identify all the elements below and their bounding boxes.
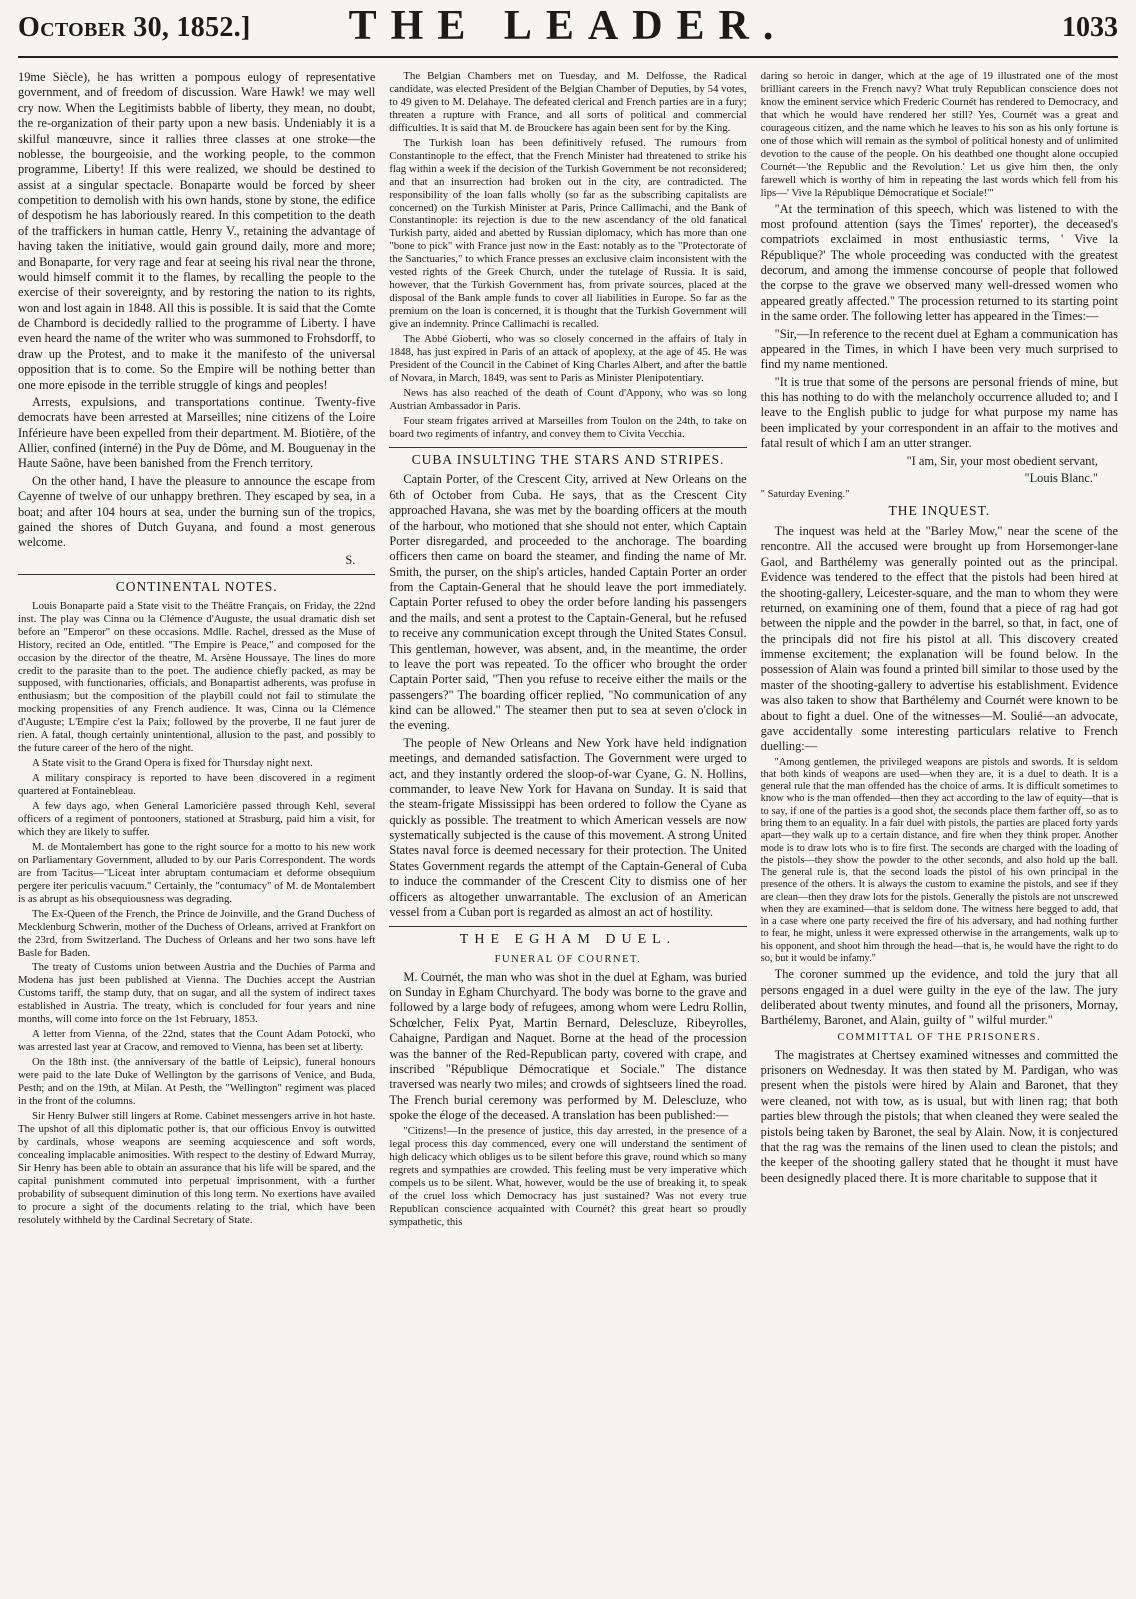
- coroner-summary: [761, 967, 1118, 1029]
- note-paragraph: A military conspiracy is reported to have been discovered in a regiment quartered at Fontainebleau.: [18, 772, 376, 798]
- letter-paragraph: "It is true that some of the persons are personal friends of mine, but this has nothing to do with the melancholy occurrence alluded to; and I leave to the English public to judge for what purpose my name has been implicated by your correspondent in an affair to the motives and fatal result of which I am an utter stranger.: [760, 374, 1118, 451]
- news-paragraph: News has also reached of the death of Count d'Appony, who was so long Austrian Ambassador in Paris.: [389, 386, 747, 412]
- committal-article: [761, 1048, 1118, 1186]
- note-paragraph: A State visit to the Grand Opera is fixed for Thursday night next.: [32, 757, 313, 770]
- article-paragraph: M. Cournét, the man who was shot in the duel at Egham, was buried on Sunday in Egham Churchyard. The body was borne to the grave and followed by a large body of refugees, among whom were Ledru Rollin, Schœlcher, Felix Pyat, Martin Bernard, Delescluze, Ribeyrolles, Cahaigne, Pardigan and Naquet. Borne at the head of the procession was the banner of the Red-Republican party, covered with crape, and inscribed "République Démocratique et Sociale." The distance traversed was nearly two miles; and crowds of sightseers lined the road. The French burial ceremony was performed by M. Delescluze, who spoke the éloge of the deceased. A translation has been published:—: [389, 969, 747, 1123]
- funeral-speech: [389, 1125, 746, 1229]
- page-number: 1033: [1062, 12, 1118, 43]
- section-divider: [389, 926, 746, 927]
- committal-heading: COMMITTAL OF THE PRISONERS.: [837, 1031, 1042, 1043]
- continental-notes-heading: CONTINENTAL NOTES.: [115, 579, 278, 594]
- article-paragraph: The coroner summed up the evidence, and told the jury that all persons engaged in a duel were guilty in the eye of the law. The jury deliberated about twenty minutes, and found all the prisoners, Mornay, Barthélemy, Baronet, and Alain, guilty of " wilful murder.": [760, 967, 1118, 1028]
- article-paragraph: 19me Siècle), he has written a pompous eulogy of representative government, and of freedom of discussion. Ware Hawk! we may well cry now. When the Legitimists babble of liberty, they mean, no doubt, the re-organization of their party upon a new basis. Undeniably it is a skilful manœuvre, since it rallies three classes at one stroke—the noblesse, the bourgeoisie, and the working people, to the common programme, Liberty! If this were realized, we should be destined to assist at a singular spectacle. Bonaparte would be forced by sheer competition to demolish with his own hands, stone by stone, the edifice of despotism he has laboriously reared. In this competition to the death of the traffickers in human cattle, Henry V., retaining the advantage of having taken the initiative, would gain ground daily, more and more; and Bonaparte, for very rage and fear at seeing his rival near the throne, would himself commit it to the flames, by recalling the people to the exercise of their sovereignty, and by restoring the nation to its rights, won and lost again in 1848. All this is possible. It is said that the Comte de Chambord is decidedly rallied to the programme of Liberty. I have even heard the name of the writer who was summoned to Frohsdorff, to draw up the Protest, and to make it the manifesto of the universal opposition that is to come. So the Empire will be nothing better than one more episode in the terrible struggle of kings and peoples!: [18, 70, 376, 392]
- note-paragraph: The Ex-Queen of the French, the Prince de Joinville, and the Grand Duchess of Mecklenburg Schwerin, mother of the Duchess of Orleans, arrived at Frankfort on the 23rd, from Switzerland. The Duchess of Orleans and her two sons have left Basle for Baden.: [18, 907, 376, 959]
- note-paragraph: M. de Montalembert has gone to the right source for a motto to his new work on Parliamentary Government, alluded to by our Paris Correspondent. The words are from Tacitus—"Liceat inter abruptam contumaciam et deforme obsequium pergere iter periculis vacuum." Certainly, the "contumacy" of M. de Montalembert is as abrupt as his obsequiousness was degrading.: [18, 840, 376, 905]
- letter-date: " Saturday Evening.": [760, 489, 850, 501]
- column-3: [761, 70, 1118, 1590]
- speech-paragraph: daring so heroic in danger, which at the age of 19 illustrated one of the most brilliant careers in the French navy? What truly Republican conscience does not know the eminent service which Frederic Cournét has rendered to Democracy, and that which he would have rendered her still? Yes, Cournét was a great and courageous citizen, and the name which he leaves to his son as his only fortune is one of those which will remain as the symbol of political honesty and of unlimited devotion to the cause of the people. On his deathbed one thought alone occupied Cournét—'the Republic and the Revolution.' Let us give him then, the only farewell which is worthy of him in repeating the last words which fell from his lips—' Vive la République Démocratique et Sociale!'": [760, 70, 1118, 199]
- note-paragraph: Sir Henry Bulwer still lingers at Rome. Cabinet messengers arrive in hot haste. The upshot of all this diplomatic pother is, that our officious Envoy is outwitted by cardinals, whose weapons are seeming acquiescence and soft words, concealing implacable animosities. With respect to the destiny of Edward Murray, Sir Henry has been able to obtain an assurance that his life will be spared, and the capital punishment commuted into perpetual imprisonment, with a further probability of subsequent diminution of this long term. No exertions have availed to procure a sight of the documents relating to the trial, which have been resolutely withheld by the Cardinal Secretary of State.: [18, 1109, 376, 1226]
- news-paragraph: Four steam frigates arrived at Marseilles from Toulon on the 24th, to take on board two regiments of infantry, and convey them to Civita Vecchia.: [389, 414, 747, 440]
- funeral-report: [761, 202, 1118, 502]
- inquest-heading: THE INQUEST.: [888, 503, 991, 519]
- column-1: [18, 70, 375, 1590]
- note-paragraph: The treaty of Customs union between Austria and the Duchies of Parma and Modena has just been published at Vienna. The Duchies accept the Austrian Customs tariff, the stamp duty, that on sugar, and all the system of indirect taxes established in Austria. The treaty, which is concluded for four years and nine months, will come into force on the 1st February, 1853.: [18, 961, 376, 1026]
- article-paragraph: The inquest was held at the "Barley Mow," near the scene of the rencontre. All the accused were brought up from Horsemonger-lane Gaol, and Barthélemy was generally pointed out as the principal. Evidence was tendered to the effect that the pistols had been hired at the shooting-gallery, Leicester-square, and the man to whom they were returned, on examining one of them, found that a piece of rag had got between the nipple and the powder in the barrel, so that, in fact, one of the principals did not fire his pistol at all. This discovery created immense excitement; the explanation will be found below. In the possession of Alain was found a printed bill similar to those used by the master of the shooting-gallery to advertise his establishment. Evidence was also taken to show that Barthélemy and Cournét were known to be about to fight a duel. One of the witnesses—M. Soulié—an advocate, gave accidentally some interesting particulars relative to French duelling:—: [760, 524, 1118, 754]
- foreign-news: [389, 70, 746, 441]
- article-paragraph: The people of New Orleans and New York have held indignation meetings, and demanded satisfaction. The Government were urged to act, and they instantly ordered the sloop-of-war Cyane, G. N. Hollins, commander, to leave New York for Havana on Sunday. It is said that the steam-frigate Mississippi has been ordered to follow the Cyane as quickly as possible. The treatment to which American vessels are now systematically subjected is the cause of this movement. A strong United States naval force is deemed necessary for their protection. The United States Government regards the attempt of the Captain-General of Cuba to induce the commander of the Crescent City to dismiss one of her officers as altogether unwarrantable. The exclusion of an American vessel from a Cuban port is regarded as almost an act of hostility.: [389, 735, 747, 919]
- article-paragraph: Arrests, expulsions, and transportations continue. Twenty-five democrats have been arrested at Marseilles; nine citizens of the Loire Inférieure have been expelled from their department. M. Biotière, of the Allier, confined (interné) in the Puy de Dôme, and M. Bouguenay in the Haute Saône, have been banished from the French territory.: [18, 394, 376, 471]
- speech-continued: [761, 70, 1118, 200]
- masthead: [18, 0, 1118, 58]
- note-paragraph: A few days ago, when General Lamoricière passed through Kehl, several officers of a regiment of pontooners, stationed at Strasburg, paid him a visit, for which they are likely to suffer.: [18, 800, 376, 838]
- inquest-article: [761, 524, 1118, 755]
- continental-notes: [18, 600, 375, 1227]
- speech-paragraph: "Citizens!—In the presence of justice, this day arrested, in the presence of a legal process this day commenced, every one will understand the sentiment of high delicacy which obliges us to be silent before this grave, round which so many regrets and sympathies are crowded. This feeling must be very imperative which compels us to be silent. What, however, would be the use of breaking it, to speak of the cruel loss which Democracy has just sustained? Was not every true Republican conscience acquainted with Cournét? this great heart so proudly sympathetic, this: [389, 1125, 747, 1229]
- paris-letter: [18, 70, 375, 568]
- correspondent-signature: S.: [345, 552, 356, 567]
- section-divider: [389, 447, 746, 448]
- news-paragraph: The Turkish loan has been definitively refused. The rumours from Constantinople to the effect, that the French Minister had threatened to strike his flag within a week if the decision of the Turkish Government be not reconsidered; and that an insurrection had broken out in the city, are contradicted. The responsibility of the loan falls wholly (so far as the subscribing capitalists are concerned) on the Turkish Minister at Paris, Prince Callimachi, and the Bank of Constantinople: its rejection is due to the new ascendancy of the old fanatical Turkish party, aided and abetted by Russian diplomacy, which has more than one "bone to pick" with France just now in the East: notably as to the "Protectorate of the Sanctuaries," to which France presses an exclusive claim inconsistent with the vested rights of the Greek Church, under the tutelage of Russia. It is said, however, that the Turkish Government has, from private sources, placed at the disposal of the Bank ample funds to cover all liabilities in Europe. So far as the premium on the loan is concerned, it is thought that the Turkish Government will give an indemnity. Prince Callimachi is recalled.: [389, 136, 747, 331]
- cuba-heading: CUBA INSULTING THE STARS AND STRIPES.: [411, 451, 725, 467]
- news-paragraph: The Belgian Chambers met on Tuesday, and M. Delfosse, the Radical candidate, was elected President of the Belgian Chamber of Deputies, by 54 votes, to 49 given to M. Delahaye. The defeated clerical and French parties are in a fury; threaten a rupture with France, and all sorts of political and commercial difficulties. It is said that M. de Brouckere has again been sent for by the King.: [389, 70, 747, 134]
- egham-duel-heading: THE EGHAM DUEL.: [459, 932, 677, 948]
- note-paragraph: Louis Bonaparte paid a State visit to the Théâtre Français, on Friday, the 22nd inst. The play was Cinna ou la Clémence d'Auguste, the usual dramatic dish set before an "Emperor" on these occasions. Mdlle. Rachel, dressed as the Muse of History, recited an Ode, entitled. "The Empire is Peace," and composed for the occasion by the director of the theatre, M. Arsène Houssaye. The lines do more credit to the parasite than to the poet. The audience chiefly packed, as may be supposed, with functionaries, officials, and Bonapartist adherents, was profuse in enthusiasm; but the composition of the playbill could not fail to stimulate the mocking propensities of any French audience. It was, Cinna ou la Clémence d'Auguste; L'Empire c'est la Paix; followed by the proverbe, Il ne faut jurer de rien. A fatal, though certainly unintentional, allusion to the past, and possibly to the future career of the hero of the night.: [18, 599, 376, 755]
- letter-signature: "Louis Blanc.": [1024, 470, 1098, 485]
- news-paragraph: The Abbé Gioberti, who was so closely concerned in the affairs of Italy in 1848, has just expired in Paris of an attack of apoplexy, at the age of 45. He was President of the Council in the Cabinet of King Charles Albert, and after the battle of Novara, in March, 1849, was sent to Paris as Minister Plenipotentiary.: [389, 333, 747, 384]
- column-2: [389, 70, 746, 1590]
- newspaper-title: THE LEADER.: [348, 3, 788, 49]
- article-paragraph: "At the termination of this speech, which was listened to with the most profound attention (says the Times' reporter), the deceased's compatriots exclaimed in most enthusiastic terms, ' Vive la République?' The whole proceeding was conducted with the greatest decorum, and among the immense concourse of people that followed the corpse to the grave we observed many well-dressed women who appeared greatly affected." The procession returned to its starting point in the same order. The following letter has appeared in the Times:—: [760, 201, 1118, 324]
- testimony-paragraph: "Among gentlemen, the privileged weapons are pistols and swords. It is seldom that both kinds of weapons are used—when they are, it is a duel to death. It is a general rule that the man offended has the choice of arms. It is difficult sometimes to know who is the man offended—then they act according to the law of equity—that is to say, if one of the parties is a good shot, the seconds place them farther off, so as to bring them to an equality. In a fair duel with pistols, the parties are placed forty yards apart—they walk up to a certain distance, and fire when they think proper. Another mode is to draw lots who is to fire first. The seconds are charged with the loading of the pistols—they show the powder to the other seconds, and also hold up the ball. The general rule is, that the second loads the pistol of his own principal in the presence of the others. It is always the custom to examine the pistols, and see if they are clean—then they draw lots for the pistols. Generally the pistols are not unscrewed when they are examined—that is seldom done. The witness here begged to add, that in a case where one party received the fire of his adversary, and had nothing further to fear, he might, unless it were expressed otherwise in the arrangements, walk up to his opponent, and shoot him through the head—that is, he would have the right to do so, but it would be infamy.": [760, 756, 1118, 964]
- article-paragraph: The magistrates at Chertsey examined witnesses and committed the prisoners on Wednesday. It was then stated by M. Pardigan, who was present when the pistols were hired by Alain and Baronet, that they were cleaned, not with tow, as is usual, but with linen rag; that both parties blew through the pistols; that when cleaned they were sealed the pistols being taken by Baronet, the seal by Alain. Now, it is conjectured that the rag was the remains of the linen used to clean the pistols; and the keeper of the shooting gallery stated that he thought it must have been designedly placed there. It is more charitable to suppose that it: [760, 1047, 1118, 1185]
- duel-article: [389, 970, 746, 1124]
- columns: [18, 58, 1118, 1590]
- note-paragraph: On the 18th inst. (the anniversary of the battle of Leipsic), funeral honours were paid to the late Duke of Wellington by the garrisons of Venice, and Buda, Pesth; and on the 19th, at Milan. At Pesth, the "Wellington" regiment was placed in the front of the columns.: [18, 1056, 376, 1107]
- letter-paragraph: "Sir,—In reference to the recent duel at Egham a communication has appeared in the Times, in which I have been very much surprised to find my name mentioned.: [760, 326, 1118, 372]
- letter-closing: "I am, Sir, your most obedient servant,: [906, 453, 1098, 468]
- section-divider: [18, 574, 375, 575]
- issue-date: October 30, 1852.]: [18, 12, 251, 43]
- article-paragraph: Captain Porter, of the Crescent City, arrived at New Orleans on the 6th of October from Cuba. He says, that as the Crescent City approached Havana, she was met by the boarding officers at the mouth of the harbour, who motioned that she should not enter, which Captain Porter disregarded, and proceeded to the anchorage. The boarding officers then came on board the steamer, and finding the name of Mr. Smith, the purser, on the ship's articles, handed Captain Porter an order from the Captain-General that he should leave the port immediately. Captain Porter refused to obey the order before landing his passengers and the mails, and sent a protest to the Captain-General, but he refused to receive any communication except through the United States Consul. This gentleman, however, was absent, and, in the meantime, the order to leave the port was repeated. To the officer who brought the order Captain Porter said, "Then you refuse to receive either the mails or the passengers?" The boarding officer replied, "No communication of any kind can be allowed." The steamer then put to sea at seven o'clock in the evening.: [389, 472, 747, 733]
- article-paragraph: On the other hand, I have the pleasure to announce the escape from Cayenne of twelve of our unhappy brethren. They escaped by sea, in a boat; and after 104 hours at sea, under the burning sun of the tropics, gained the shores of Dutch Guyana, and found a most generous welcome.: [18, 473, 376, 550]
- funeral-subheading: FUNERAL OF COURNET.: [494, 953, 642, 965]
- duelling-testimony: [761, 757, 1118, 966]
- note-paragraph: A letter from Vienna, of the 22nd, states that the Count Adam Potocki, who was arrested last year at Cracow, and removed to Vienna, has been set at liberty.: [18, 1028, 376, 1054]
- cuba-article: [389, 472, 746, 920]
